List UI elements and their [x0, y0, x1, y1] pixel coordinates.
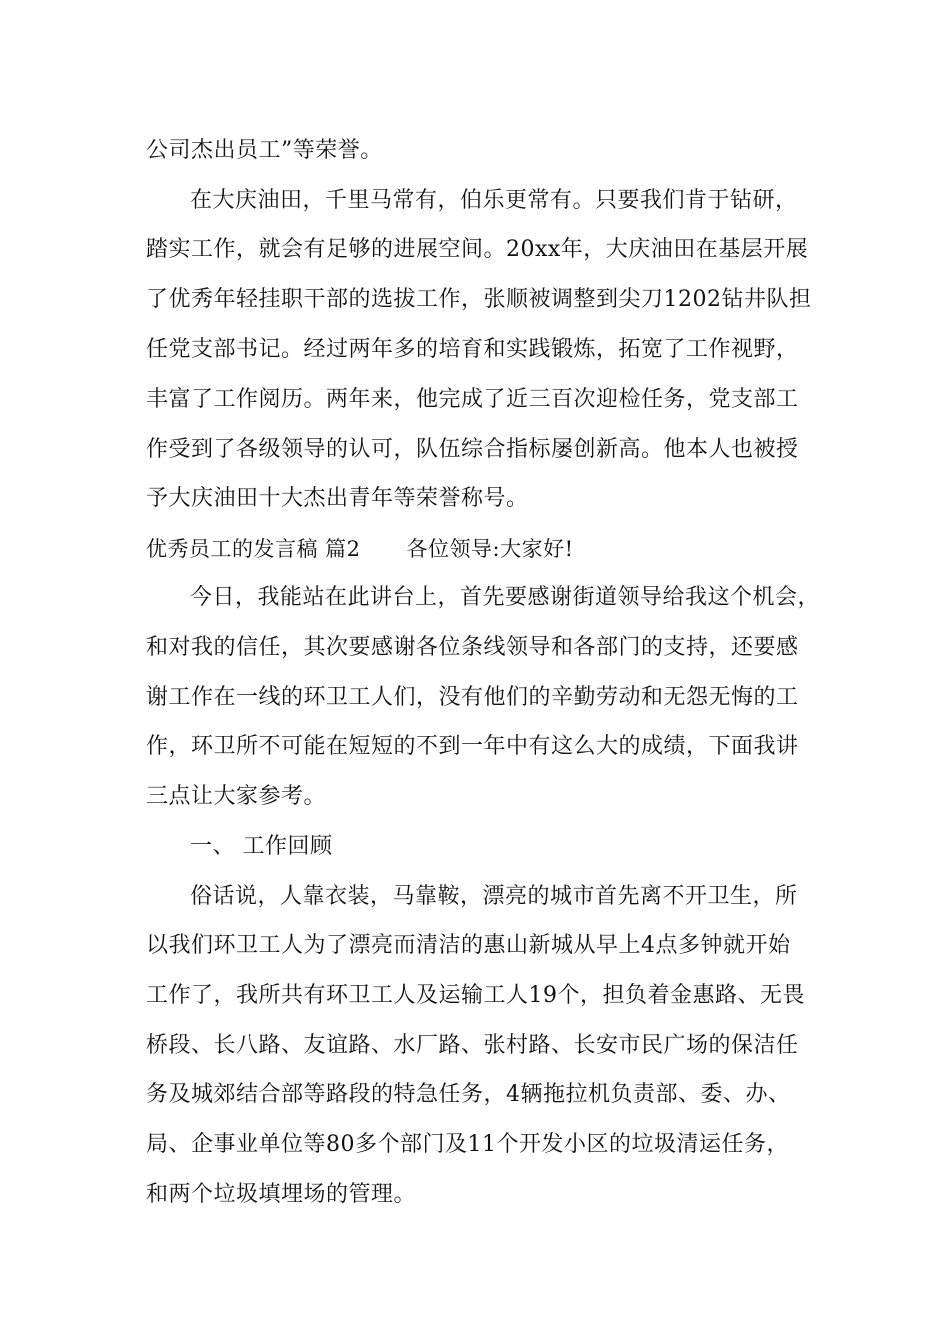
text-line: 踏实工作，就会有足够的进展空间。20xx年，大庆油田在基层开展	[146, 237, 809, 262]
text-line: 丰富了工作阅历。两年来，他完成了近三百次迎检任务，党支部工	[146, 387, 799, 412]
text-line: 和对我的信任，其次要感谢各位条线领导和各部门的支持，还要感	[146, 635, 799, 660]
text-line: 谢工作在一线的环卫工人们，没有他们的辛勤劳动和无怨无悔的工	[146, 685, 799, 710]
text-line: 务及城郊结合部等路段的特急任务，4辆拖拉机负责部、委、办、	[146, 1082, 791, 1107]
text-line: 予大庆油田十大杰出青年等荣誉称号。	[146, 486, 529, 511]
text-line: 以我们环卫工人为了漂亮而清洁的惠山新城从早上4点多钟就开始	[146, 933, 791, 958]
text-line: 和两个垃圾填埋场的管理。	[146, 1182, 417, 1207]
text-line: 公司杰出员工”等荣誉。	[146, 138, 383, 163]
subsection-heading: 一、 工作回顾	[190, 834, 333, 859]
text-line: 今日，我能站在此讲台上，首先要感谢街道领导给我这个机会，	[190, 585, 821, 610]
text-line: 作受到了各级领导的认可，队伍综合指标屡创新高。他本人也被授	[146, 437, 799, 462]
text-line: 任党支部书记。经过两年多的培育和实践锻炼，拓宽了工作视野，	[146, 337, 799, 362]
text-line: 三点让大家参考。	[146, 784, 327, 809]
text-line: 工作了，我所共有环卫工人及运输工人19个，担负着金惠路、无畏	[146, 983, 805, 1008]
section-heading	[146, 529, 574, 569]
text-line: 桥段、长八路、友谊路、水厂路、张村路、长安市民广场的保洁任	[146, 1033, 799, 1058]
section-title: 优秀员工的发言稿 篇2	[146, 537, 361, 561]
text-line: 作，环卫所不可能在短短的不到一年中有这么大的成绩，下面我讲	[146, 734, 799, 759]
section-greeting: 各位领导:大家好!	[406, 537, 574, 561]
text-line: 局、企事业单位等80多个部门及11个开发小区的垃圾清运任务，	[146, 1132, 789, 1157]
text-line: 俗话说，人靠衣装，马靠鞍，漂亮的城市首先离不开卫生，所	[190, 884, 798, 909]
text-line: 在大庆油田，千里马常有，伯乐更常有。只要我们肯于钻研，	[190, 188, 798, 213]
text-line: 了优秀年轻挂职干部的选拔工作，张顺被调整到尖刀1202钻井队担	[146, 287, 812, 312]
